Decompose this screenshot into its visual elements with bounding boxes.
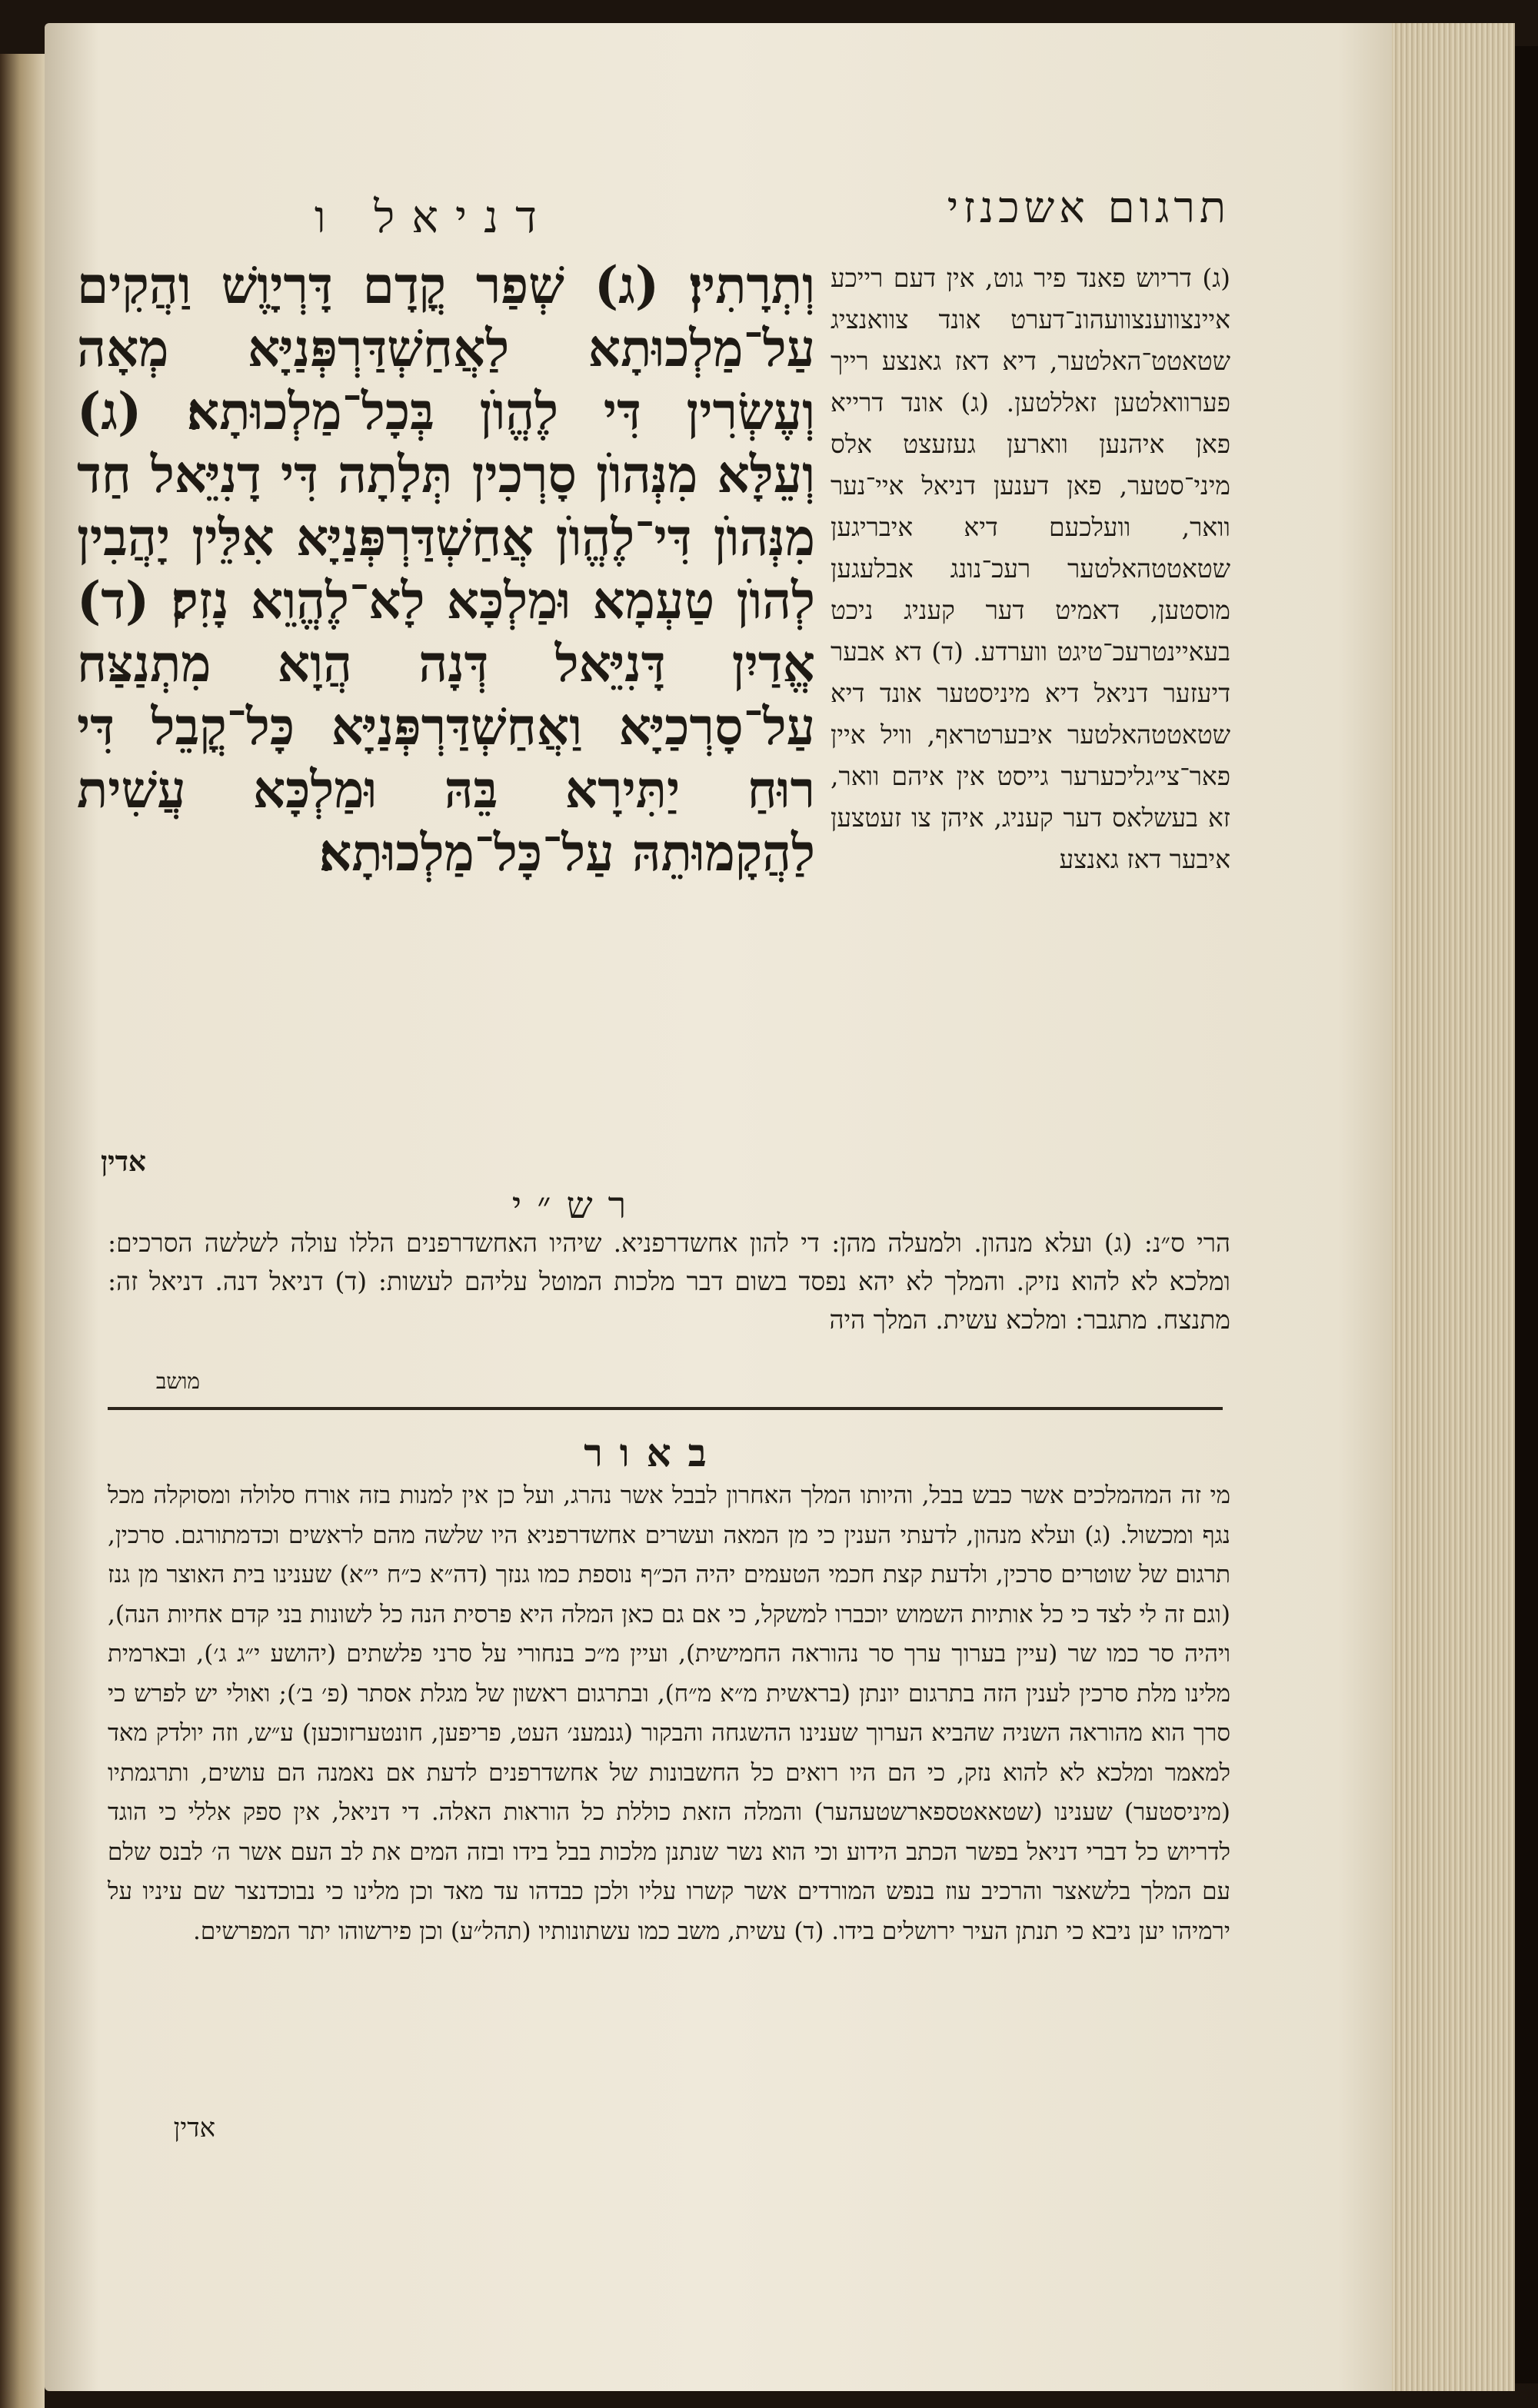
rashi-catchword: מושב <box>155 1369 200 1394</box>
rashi-heading: רש״י <box>511 1184 642 1227</box>
left-page-edge <box>0 54 45 2408</box>
running-header-translation: תרגום אשכנזי <box>947 183 1230 233</box>
rashi-commentary: הרי ס״נ: (ג) ועלא מנהון. ולמעלה מהן: די להון אחשדרפניא. שיהיו האחשדרפנים הללו עולה לשלשה הסרכים: ומלכא לא להוא נזיק. והמלך לא יהא נפסד בשום דבר מלכות המוטל עליהם לעשות: (ד) דניאל דנה. דניאל זה: מתנצח. מתגבר: ומלכא עשית. המלך היה <box>108 1228 1230 1335</box>
main-catchword: אדין <box>100 1146 146 1178</box>
binding-shadow <box>1515 46 1538 2383</box>
running-header-book: דניאל ו <box>314 191 554 243</box>
beur-commentary: מי זה המהמלכים אשר כבש בבל, והיותו המלך האחרון לבבל אשר נהרג, ועל כן אין למנות בזה אורח סלולה ומסוקלה מכל נגף ומכשול. (ג) ועלא מנהון, לדעתי הענין כי מן המאה ועשרים אחשדרפניא היו שלשה מהם לראשים וכדמתורגם. סרכין, תרגום של שוטרים סרכין, ולדעת קצת חכמי הטעמים יהיה הכ״ף נוספת כמו גנזך (דה״א כ״ח י״א) שענינו בית האוצר מן גנז (וגם זה לי לצד כי כל אותיות השמוש יוכברו למשקל, כי אם גם כאן המלה היא פרסית הנה כל לשונות בני קדם אחיות הנה), ויהיה סר כמו שר (עיין בערוך ערך סר נהוראה החמישית), ועיין מ״כ בנחורי על סרני פלשתים (יהושע י״ג ג׳), ובארמית מלינו מלת סרכין לענין הזה בתרגום יונתן (בראשית מ״א מ״ח), ובתרגום ראשון של מגלת אסתר (פ׳ ב׳); ואולי יש לפרש כי סרך הוא מהוראה השניה שהביא הערוך שענינו ההשגחה והבקור (גנמענ׳ העט, פריפען, חונטערזוכען) ע״ש, וזה יולדק מאד למאמר ומלכא לא להוא נזק, כי הם היו רואים כל החשבונות של אחשדרפנים לדעת אם נאמנה הם עושים, ותרגמתיו (מיניסטער) שענינו (שטאאטספארשטעהער) והמלה הזאת כוללת כל הוראות האלה. די דניאל, אין ספק אללי כי הוגד לדריוש כל דברי דניאל בפשר הכתב הידוע וכי הוא נשר שנתנן מלכות בבל בידו ובזה המים את לב העם אשר ה׳ לבנס שלם עם המלך בלשאצר והרכיב עוז בנפש המורדים אשר קשרו עליו ולכן כבדהו עד מאד וכן מלינו כי נבוכדנצר שם עיניו על ירמיהו יען ניבא כי תנתן העיר ירושלים בידו. (ד) עשית, משב כמו עשתונותיו (תהל״ע) וכן פירשוהו יתר המפרשים. <box>108 1482 1230 1945</box>
section-divider <box>108 1407 1223 1410</box>
beur-heading: באור <box>584 1430 724 1475</box>
beur-catchword: אדין <box>173 2113 215 2144</box>
page-stack <box>1392 23 1515 2391</box>
german-translation-column: (ג) דריוש פאנד פיר גוט, אין דעם רייכע איינצווענצוועהונ־דערט אונד צוואנציג שטאטט־האלטער, דיא דאז גאנצע רייך פערוואלטען זאללטען. (ג) אונד דרייא פאן איהנען ווארען געזעצט אלס מיני־סטער, פאן דענען דניאל איי־נער וואר, וועלכעם דיא איבריגען שטאטטהאלטער רעכ־נונג אבלעגען מוסטען, דאמיט דער קעניג ניכט בעאיינטרעכ־טיגט ווערדע. (ד) דא אבער דיעזער דניאל דיא מיניסטער אונד דיא שטאטטהאלטער איבערטראף, וויל איין פאר־צי׳גליכערער גייסט אין איהם וואר, זא בעשלאס דער קעניג, איהן צו זעטצען איבער דאז גאנצע <box>831 263 1230 874</box>
main-aramaic-text: וְתְרָתִין׃ (ג) שְׁפַר קֳדָם דָּרְיָוֶשׁ וַהֲקִים עַל־מַלְכוּתָא לַאֲחַשְׁדַּרְפְּנַיָּא מְאָה וְעֶשְׂרִין דִּי לֶהֱוֺן בְּכָל־מַלְכוּתָא׃ (ג) וְעֵלָּא מִנְּהוֺן סָרְכִין תְּלָתָה דִּי דָנִיֵּאל חַד מִנְּהוֺן דִּי־לֶהֱוֺן אֲחַשְׁדַּרְפְּנַיָּא אִלֵּין יָהֲבִין לְהוֺן טַעְמָא וּמַלְכָּא לָא־לֶהֱוֵא נָזִק׃ (ד) אֱדַיִן דָּנִיֵּאל דְּנָה הֲוָא מִתְנַצַּח עַל־סָרְכַיָּא וַאֲחַשְׁדַּרְפְּנַיָּא כָּל־קֳבֵל דִּי רוּחַ יַתִּירָא בֵּהּ וּמַלְכָּא עֲשִׁית לַהֲקָמוּתֵהּ עַל־כָּל־מַלְכוּתָא׃ <box>77 255 815 883</box>
